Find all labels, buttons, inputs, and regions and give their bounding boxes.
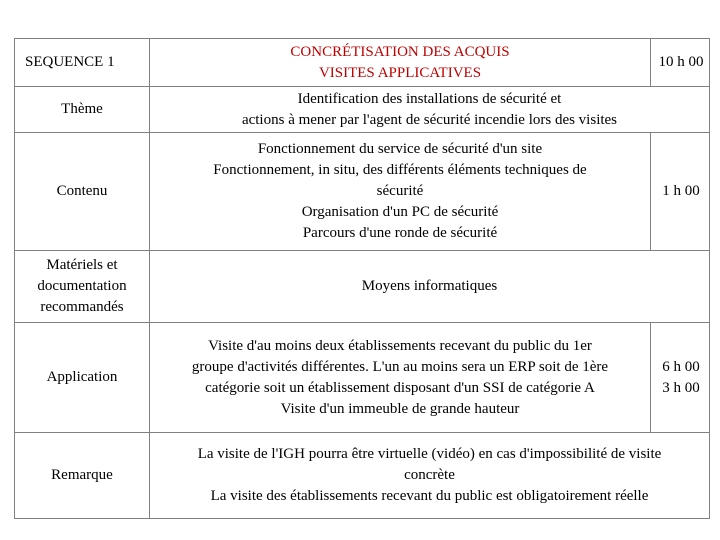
application-line: catégorie soit un établissement disposant d'un SSI de catégorie A [205, 379, 595, 396]
remarque-line: La visite des établissements recevant du public est obligatoirement réelle [210, 488, 649, 504]
materiels-label-line2: documentation [37, 278, 127, 294]
application-line: groupe d'activités différentes. L'un au moins sera un ERP soit de 1ère [191, 358, 609, 375]
remarque-line: concrète [404, 467, 455, 483]
row-application [15, 323, 710, 433]
application-durations [651, 323, 710, 433]
application-duration: 3 h 00 [662, 379, 700, 396]
contenu-line: Organisation d'un PC de sécurité [301, 204, 499, 220]
theme-value [150, 87, 710, 133]
sequence-duration: 10 h 00 [651, 39, 710, 87]
remarque-label: Remarque [15, 433, 150, 519]
sequence-label: SEQUENCE 1 [15, 39, 150, 87]
sequence-title [150, 39, 651, 87]
application-label: Application [15, 323, 150, 433]
materiels-label-line3: recommandés [40, 299, 124, 315]
theme-label: Thème [15, 87, 150, 133]
sequence-title-line1: CONCRÉTISATION DES ACQUIS [290, 43, 510, 60]
contenu-line: Parcours d'une ronde de sécurité [302, 225, 498, 241]
contenu-label: Contenu [15, 133, 150, 251]
row-materiels [15, 251, 710, 323]
theme-line1: Identification des installations de sécurité et [297, 90, 562, 107]
remarque-value [150, 433, 710, 519]
contenu-line: Fonctionnement, in situ, des différents éléments techniques de [213, 162, 587, 178]
row-remarque [15, 433, 710, 519]
application-line: Visite d'au moins deux établissements recevant du public du 1er [208, 337, 592, 354]
row-sequence [15, 39, 710, 87]
materiels-label [15, 251, 150, 323]
application-duration: 6 h 00 [662, 358, 700, 375]
sequence-table [14, 38, 710, 519]
application-value [150, 323, 651, 433]
materiels-value: Moyens informatiques [150, 251, 710, 323]
contenu-line: sécurité [376, 183, 424, 199]
contenu-value [150, 133, 651, 251]
materiels-label-line1: Matériels et [46, 257, 118, 273]
application-line: Visite d'un immeuble de grande hauteur [280, 400, 520, 417]
theme-line2: actions à mener par l'agent de sécurité incendie lors des visites [241, 111, 618, 128]
contenu-line: Fonctionnement du service de sécurité d'un site [257, 141, 543, 157]
row-theme [15, 87, 710, 133]
contenu-duration: 1 h 00 [651, 133, 710, 251]
row-contenu [15, 133, 710, 251]
remarque-line: La visite de l'IGH pourra être virtuelle (vidéo) en cas d'impossibilité de visite [197, 446, 662, 462]
sequence-title-line2: VISITES APPLICATIVES [318, 64, 482, 81]
